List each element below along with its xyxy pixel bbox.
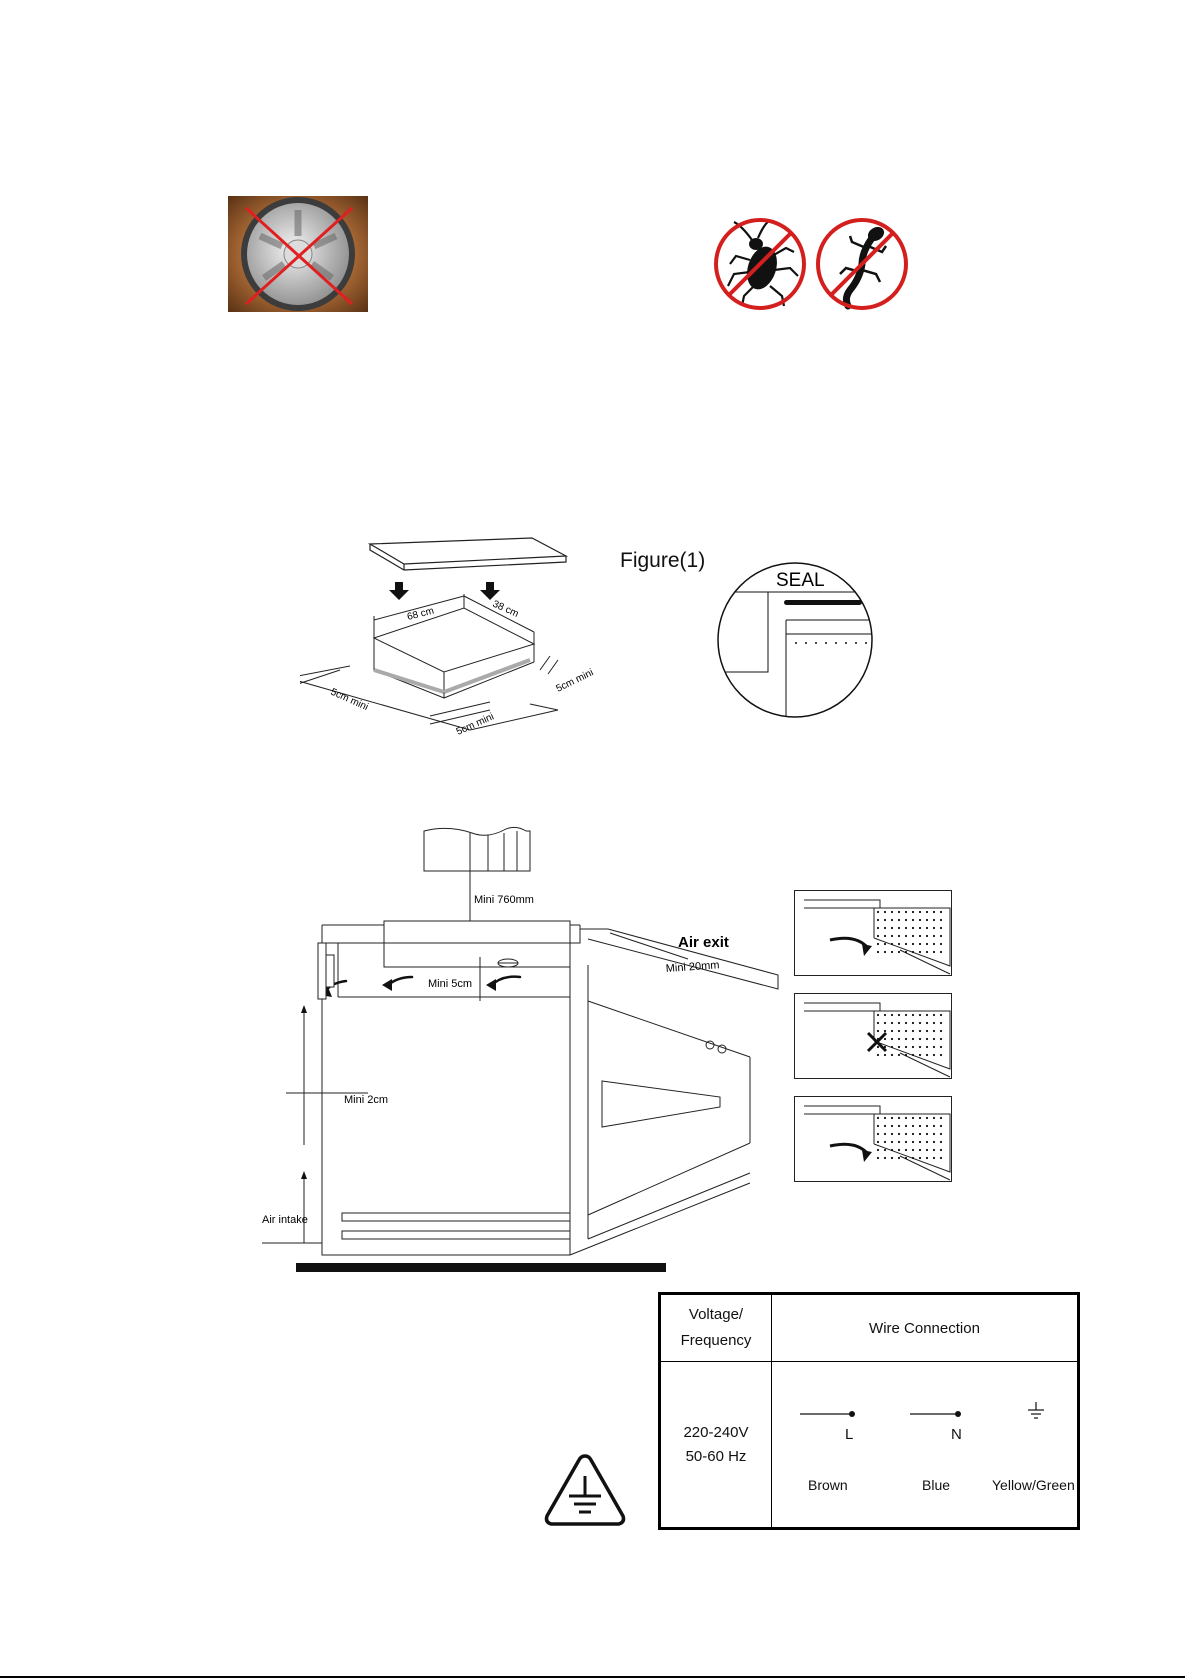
clearance-right-label: 5cm mini (554, 667, 596, 695)
label-air-intake: Air intake (262, 1214, 308, 1226)
hob-panel (370, 538, 566, 564)
no-ribbed-pan-icon (228, 196, 368, 312)
terminal-l: L (845, 1425, 854, 1443)
color-n: Blue (922, 1476, 951, 1493)
label-mini-hood: Mini 760mm (474, 894, 534, 906)
wire-l-line (800, 1408, 860, 1420)
page-bottom-rule (0, 1676, 1185, 1678)
no-cockroach-icon (712, 216, 808, 312)
frequency-value: 50-60 Hz (685, 1447, 747, 1465)
dim-depth-label: 38 cm (490, 598, 521, 620)
label-air-exit: Air exit (678, 934, 729, 951)
header-voltage-cell (660, 1294, 772, 1362)
seal-detail-panel-wrong (794, 993, 952, 1079)
range-hood (424, 827, 530, 871)
wire-diagram-cell (772, 1362, 1079, 1529)
color-earth: Yellow/Green (992, 1476, 1075, 1493)
no-lizard-icon (814, 216, 910, 312)
dim-width-label: 68 cm (406, 605, 436, 623)
header-voltage-line2: Frequency (680, 1332, 752, 1349)
label-mini-side: Mini 2cm (344, 1094, 389, 1106)
seal-label: SEAL (776, 570, 825, 591)
terminal-n: N (951, 1425, 962, 1443)
seal-strip (784, 600, 862, 605)
installation-cutout-diagram (300, 530, 620, 740)
color-l: Brown (808, 1476, 848, 1493)
header-voltage-line1: Voltage/ (688, 1306, 744, 1323)
figure-caption: Figure(1) (620, 549, 706, 572)
clearance-left-label: 5cm mini (328, 686, 370, 714)
wire-n-line (910, 1408, 970, 1420)
seal-detail-panel-correct-1 (794, 890, 952, 976)
earth-warning-icon (541, 1450, 629, 1530)
seal-detail-diagram (714, 560, 876, 720)
down-arrows (389, 582, 500, 600)
hob-body (384, 921, 570, 967)
wire-connection-table (658, 1292, 1080, 1530)
voltage-value: 220-240V (683, 1423, 749, 1441)
clearance-front-label: 5cm mini (454, 711, 496, 738)
header-wire-cell: Wire Connection (772, 1294, 1079, 1362)
earth-symbol-icon (1024, 1400, 1048, 1424)
floor-bar (296, 1263, 666, 1272)
voltage-cell (660, 1362, 772, 1529)
seal-detail-panel-correct-2 (794, 1096, 952, 1182)
label-mini-under: Mini 5cm (428, 978, 473, 990)
label-mini-gap-top: Mini 20mm (665, 959, 720, 975)
